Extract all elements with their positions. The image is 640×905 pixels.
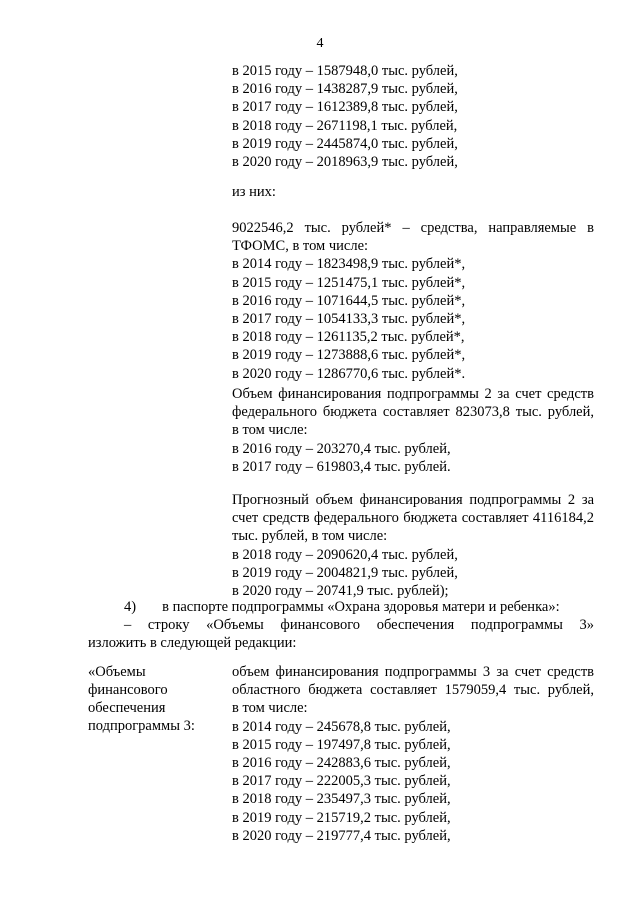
dash-line-2: изложить в следующей редакции: bbox=[88, 635, 297, 652]
of-them-label bbox=[232, 183, 594, 201]
left-label-line: финансового bbox=[88, 682, 168, 698]
year-line: в 2018 году – 2671198,1 тыс. рублей, bbox=[232, 117, 458, 134]
funding-by-year-block-1 bbox=[232, 62, 594, 171]
year-line: в 2014 году – 245678,8 тыс. рублей, bbox=[232, 718, 451, 735]
forecast-intro-line: счет средств федерального бюджета составляет 4116184,2 bbox=[232, 510, 594, 527]
year-line: в 2017 году – 222005,3 тыс. рублей, bbox=[232, 773, 451, 790]
year-line: в 2018 году – 235497,3 тыс. рублей, bbox=[232, 791, 451, 808]
left-label-line: обеспечения bbox=[88, 700, 166, 716]
year-line: в 2015 году – 1251475,1 тыс. рублей*, bbox=[232, 274, 466, 291]
tfoms-block bbox=[232, 219, 594, 383]
year-line: в 2016 году – 1071644,5 тыс. рублей*, bbox=[232, 292, 466, 309]
year-line: в 2016 году – 1438287,9 тыс. рублей, bbox=[232, 81, 458, 98]
sub3-intro-line: в том числе: bbox=[232, 700, 308, 717]
year-line: в 2017 году – 619803,4 тыс. рублей. bbox=[232, 458, 451, 475]
item-4-paragraph bbox=[88, 598, 594, 653]
forecast-intro-line: Прогнозный объем финансирования подпрограммы 2 за bbox=[232, 492, 594, 508]
federal-funding-block bbox=[232, 385, 594, 476]
item-number: 4) bbox=[124, 599, 137, 615]
forecast-intro-line: тыс. рублей, в том числе: bbox=[232, 528, 388, 545]
year-line: в 2018 году – 1261135,2 тыс. рублей*, bbox=[232, 329, 465, 346]
federal-intro-line: Объем финансирования подпрограммы 2 за счет средств bbox=[232, 386, 594, 402]
left-label-line: «Объемы bbox=[88, 664, 146, 680]
year-line: в 2015 году – 197497,8 тыс. рублей, bbox=[232, 736, 451, 753]
dash-line-1: – строку «Объемы финансового обеспечения подпрограммы 3» bbox=[124, 617, 594, 634]
year-line: в 2020 году – 2018963,9 тыс. рублей, bbox=[232, 154, 458, 171]
year-line: в 2016 году – 203270,4 тыс. рублей, bbox=[232, 440, 451, 457]
left-label-column bbox=[88, 663, 228, 735]
year-line: в 2020 году – 1286770,6 тыс. рублей*. bbox=[232, 365, 466, 382]
year-line: в 2019 году – 2004821,9 тыс. рублей, bbox=[232, 564, 458, 581]
year-line: в 2020 году – 219777,4 тыс. рублей, bbox=[232, 827, 451, 844]
federal-intro-line: федерального бюджета составляет 823073,8 тыс. рублей, bbox=[232, 404, 594, 421]
item-4-line bbox=[88, 598, 594, 616]
sub3-intro-line: объем финансирования подпрограммы 3 за счет средств bbox=[232, 664, 594, 680]
year-line: в 2017 году – 1612389,8 тыс. рублей, bbox=[232, 99, 458, 116]
year-line: в 2016 году – 242883,6 тыс. рублей, bbox=[232, 755, 451, 772]
tfoms-intro-line-2: ТФОМС, в том числе: bbox=[232, 238, 369, 255]
page-number: 4 bbox=[316, 36, 324, 51]
item-text: в паспорте подпрограммы «Охрана здоровья матери и ребенка»: bbox=[162, 599, 560, 615]
year-line: в 2015 году – 1587948,0 тыс. рублей, bbox=[232, 63, 458, 79]
forecast-funding-block bbox=[232, 491, 594, 600]
year-line: в 2018 году – 2090620,4 тыс. рублей, bbox=[232, 546, 458, 563]
year-line: в 2014 году – 1823498,9 тыс. рублей*, bbox=[232, 256, 466, 273]
left-label-line: подпрограммы 3: bbox=[88, 718, 195, 734]
of-them-text: из них: bbox=[232, 184, 276, 200]
subprogram-3-block bbox=[232, 663, 594, 845]
year-line: в 2019 году – 2445874,0 тыс. рублей, bbox=[232, 135, 458, 152]
year-line: в 2020 году – 20741,9 тыс. рублей); bbox=[232, 583, 449, 600]
year-line: в 2019 году – 215719,2 тыс. рублей, bbox=[232, 809, 451, 826]
year-line: в 2017 году – 1054133,3 тыс. рублей*, bbox=[232, 311, 466, 328]
tfoms-intro-line-1: 9022546,2 тыс. рублей* – средства, направляемые в bbox=[232, 220, 594, 236]
federal-intro-line: в том числе: bbox=[232, 422, 308, 439]
year-line: в 2019 году – 1273888,6 тыс. рублей*, bbox=[232, 347, 466, 364]
sub3-intro-line: областного бюджета составляет 1579059,4 тыс. рублей, bbox=[232, 682, 594, 699]
